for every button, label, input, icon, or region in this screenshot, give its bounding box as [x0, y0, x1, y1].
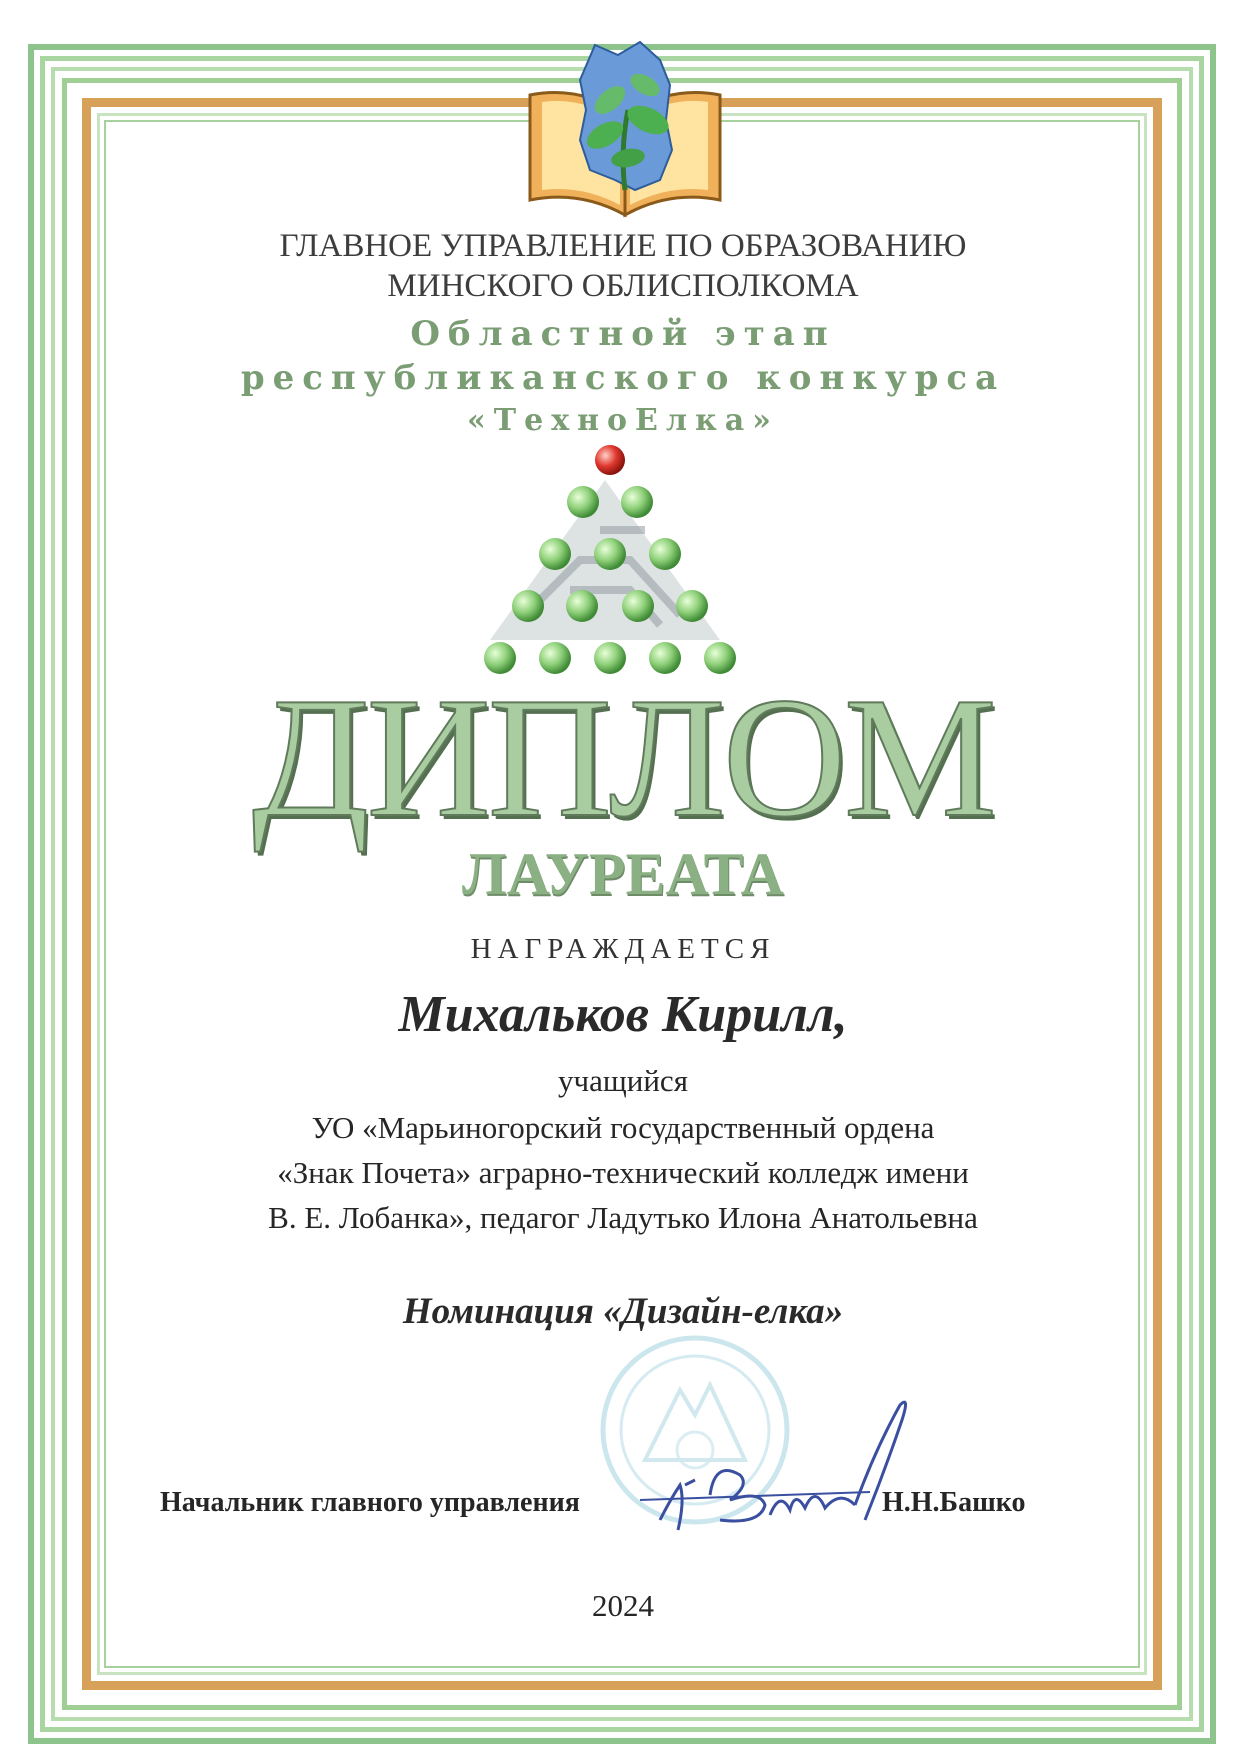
- handwritten-signature-icon: [640, 1390, 940, 1550]
- organization-line-2: МИНСКОГО ОБЛИСПОЛКОМА: [387, 268, 859, 304]
- recipient-name: Михальков Кирилл,: [398, 986, 848, 1043]
- awarded-label: НАГРАЖДАЕТСЯ: [470, 933, 776, 965]
- organization-line-1: ГЛАВНОЕ УПРАВЛЕНИЕ ПО ОБРАЗОВАНИЮ: [279, 228, 967, 264]
- minsk-region-book-emblem-icon: [520, 40, 730, 225]
- contest-line-2: республиканского конкурса: [240, 358, 1006, 398]
- institution-line-3: В. Е. Лобанка», педагог Ладутько Илона Анатольевна: [268, 1200, 978, 1235]
- techno-tree-logo-icon: [470, 440, 770, 680]
- institution-line-1: УО «Марьиногорский государственный ордена: [311, 1110, 935, 1145]
- contest-line-1: Областной этап: [410, 314, 836, 354]
- signatory-name: Н.Н.Башко: [882, 1487, 1026, 1518]
- year: 2024: [592, 1588, 654, 1623]
- diploma-title: ДИПЛОМ: [252, 663, 994, 853]
- nomination: Номинация «Дизайн-елка»: [402, 1291, 844, 1332]
- contest-line-3: «ТехноЕлка»: [467, 403, 779, 438]
- signatory-position: Начальник главного управления: [160, 1487, 580, 1518]
- institution-line-2: «Знак Почета» аграрно-технический колледж имени: [277, 1155, 969, 1190]
- recipient-role: учащийся: [558, 1063, 688, 1098]
- diploma-subtitle: ЛАУРЕАТА: [462, 841, 784, 907]
